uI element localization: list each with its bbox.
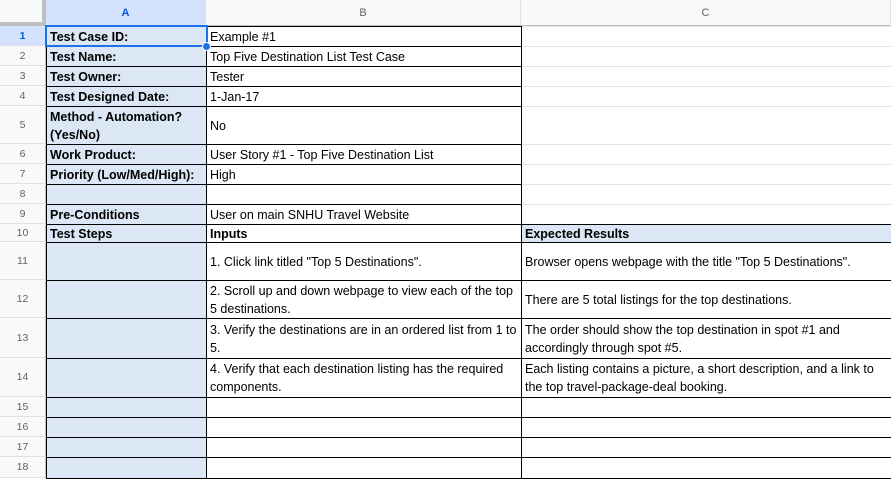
cell-a14[interactable] [46, 358, 207, 398]
cell-text: Priority (Low/Med/High): [50, 167, 195, 182]
cell-b17[interactable] [206, 437, 522, 458]
cell-text: Test Name: [50, 49, 117, 64]
row-header-12[interactable]: 12 [0, 280, 46, 318]
row-header-17[interactable]: 17 [0, 437, 46, 457]
cell-text: Tester [210, 69, 245, 84]
cell-b2[interactable] [206, 46, 522, 67]
cell-text: Test Owner: [50, 69, 122, 84]
cell-a5[interactable] [46, 106, 207, 145]
cell-b9[interactable] [206, 204, 522, 225]
cell-text: Test Steps [50, 226, 113, 241]
cell-c13[interactable] [521, 318, 891, 359]
cell-b14[interactable] [206, 358, 522, 398]
cell-a12[interactable] [46, 280, 207, 319]
cell-a2[interactable] [46, 46, 207, 67]
cell-text: Work Product: [50, 147, 136, 162]
row-header-8[interactable]: 8 [0, 184, 46, 204]
cell-text: 3. Verify the destinations are in an ordered list from 1 to 5. [210, 322, 517, 355]
cell-text: 2. Scroll up and down webpage to view each of the top 5 destinations. [210, 283, 513, 316]
cell-text: 1-Jan-17 [210, 89, 260, 104]
cell-text: Browser opens webpage with the title "Top 5 Destinations". [525, 254, 851, 269]
row-header-10[interactable]: 10 [0, 224, 46, 242]
cell-c18[interactable] [521, 457, 891, 479]
cell-b3[interactable] [206, 66, 522, 87]
cell-a11[interactable] [46, 242, 207, 281]
cell-b8[interactable] [206, 184, 522, 205]
cell-text: 4. Verify that each destination listing has the required components. [210, 362, 504, 394]
row-header-18[interactable]: 18 [0, 457, 46, 478]
cell-b18[interactable] [206, 457, 522, 479]
row-header-14[interactable]: 14 [0, 358, 46, 397]
cell-a9[interactable] [46, 204, 207, 225]
row-header-15[interactable]: 15 [0, 397, 46, 417]
row-header-3[interactable]: 3 [0, 66, 46, 86]
cell-a6[interactable] [46, 144, 207, 165]
row-header-7[interactable]: 7 [0, 164, 46, 184]
row-header-2[interactable]: 2 [0, 46, 46, 66]
column-header-c[interactable]: C [521, 0, 891, 26]
cell-text: User on main SNHU Travel Website [210, 207, 410, 222]
cell-a8[interactable] [46, 184, 207, 205]
cell-a17[interactable] [46, 437, 207, 458]
cell-a15[interactable] [46, 397, 207, 418]
cell-b11[interactable] [206, 242, 522, 281]
row-header-16[interactable]: 16 [0, 417, 46, 437]
cell-b1[interactable] [206, 26, 522, 47]
cell-b16[interactable] [206, 417, 522, 438]
cell-b6[interactable] [206, 144, 522, 165]
cell-b5[interactable] [206, 106, 522, 145]
cell-text: Example #1 [210, 29, 277, 44]
row-header-1[interactable]: 1 [0, 26, 46, 46]
row-header-11[interactable]: 11 [0, 242, 46, 280]
cell-text: 1. Click link titled "Top 5 Destinations". [210, 254, 422, 269]
row-header-5[interactable]: 5 [0, 106, 46, 144]
cell-text: User Story #1 - Top Five Destination List [210, 147, 434, 162]
row-header-9[interactable]: 9 [0, 204, 46, 224]
cell-text: No [210, 118, 226, 133]
cell-text: Test Designed Date: [50, 89, 170, 104]
cell-c16[interactable] [521, 417, 891, 438]
cell-a3[interactable] [46, 66, 207, 87]
cell-a18[interactable] [46, 457, 207, 479]
cell-c12[interactable] [521, 280, 891, 319]
cell-a1[interactable] [46, 26, 207, 47]
cell-text: There are 5 total listings for the top destinations. [525, 292, 792, 307]
column-header-a[interactable]: A [46, 0, 206, 26]
cell-text: Each listing contains a picture, a short description, and a link to the top travel-package-deal booking. [525, 362, 874, 394]
cell-c15[interactable] [521, 397, 891, 418]
cell-b12[interactable] [206, 280, 522, 319]
cell-text: Expected Results [525, 226, 630, 241]
cell-c17[interactable] [521, 437, 891, 458]
cell-a16[interactable] [46, 417, 207, 438]
cell-a4[interactable] [46, 86, 207, 107]
cell-text: Method - Automation? (Yes/No) [50, 109, 183, 142]
cell-c14[interactable] [521, 358, 891, 398]
cell-a10[interactable] [46, 224, 207, 243]
cell-c11[interactable] [521, 242, 891, 281]
column-header-b[interactable]: B [206, 0, 521, 26]
row-header-13[interactable]: 13 [0, 318, 46, 358]
select-all-corner[interactable] [0, 0, 46, 26]
cell-b7[interactable] [206, 164, 522, 185]
cell-b4[interactable] [206, 86, 522, 107]
cell-b13[interactable] [206, 318, 522, 359]
cell-text: Test Case ID: [50, 29, 129, 44]
cell-text: The order should show the top destination in spot #1 and accordingly through spot #5. [525, 322, 840, 355]
cell-text: Top Five Destination List Test Case [210, 49, 406, 64]
cell-text: Inputs [210, 226, 248, 241]
cell-c10[interactable] [521, 224, 891, 243]
cell-a13[interactable] [46, 318, 207, 359]
cell-b15[interactable] [206, 397, 522, 418]
cell-a7[interactable] [46, 164, 207, 185]
cell-text: High [210, 167, 236, 182]
fill-handle[interactable] [202, 42, 211, 51]
row-header-4[interactable]: 4 [0, 86, 46, 106]
cell-text: Pre-Conditions [50, 207, 140, 222]
row-header-6[interactable]: 6 [0, 144, 46, 164]
cell-b10[interactable] [206, 224, 522, 243]
